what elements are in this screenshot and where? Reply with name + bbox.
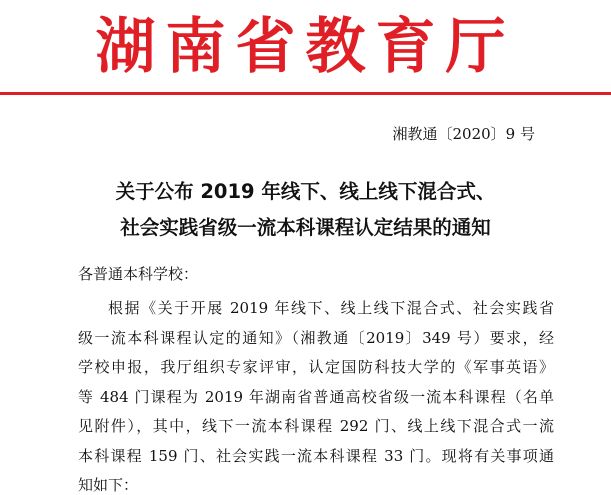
agency-masthead: 湖南省教育厅 [95,12,516,82]
title-line-2: 社会实践省级一流本科课程认定结果的通知 [120,216,491,239]
body-line: 知如下： [78,476,139,494]
body-paragraph [78,294,554,495]
body-line: 见附件），其中，线下一流本科课程 292 门、线上线下混合式一流 [78,417,554,435]
title-line-1: 关于公布 2019 年线下、线上线下混合式、 [115,180,496,203]
red-header-rule [0,92,611,95]
body-line: 等 484 门课程为 2019 年湖南省普通高校省级一流本科课程（名单 [78,387,554,406]
body-line: 根据《关于开展 2019 年线下、线上线下混合式、社会实践省 [108,299,554,317]
body-line: 级一流本科课程认定的通知》（湘教通〔2019〕349 号）要求，经 [78,328,554,347]
document-number: 湘教通〔2020〕9 号 [392,125,535,143]
body-line: 学校申报，我厅组织专家评审，认定国防科技大学的《军事英语》 [78,358,554,376]
salutation: 各普通本科学校： [78,265,199,283]
body-line: 本科课程 159 门、社会实践一流本科课程 33 门。现将有关事项通 [78,446,554,465]
document-title [0,174,611,246]
